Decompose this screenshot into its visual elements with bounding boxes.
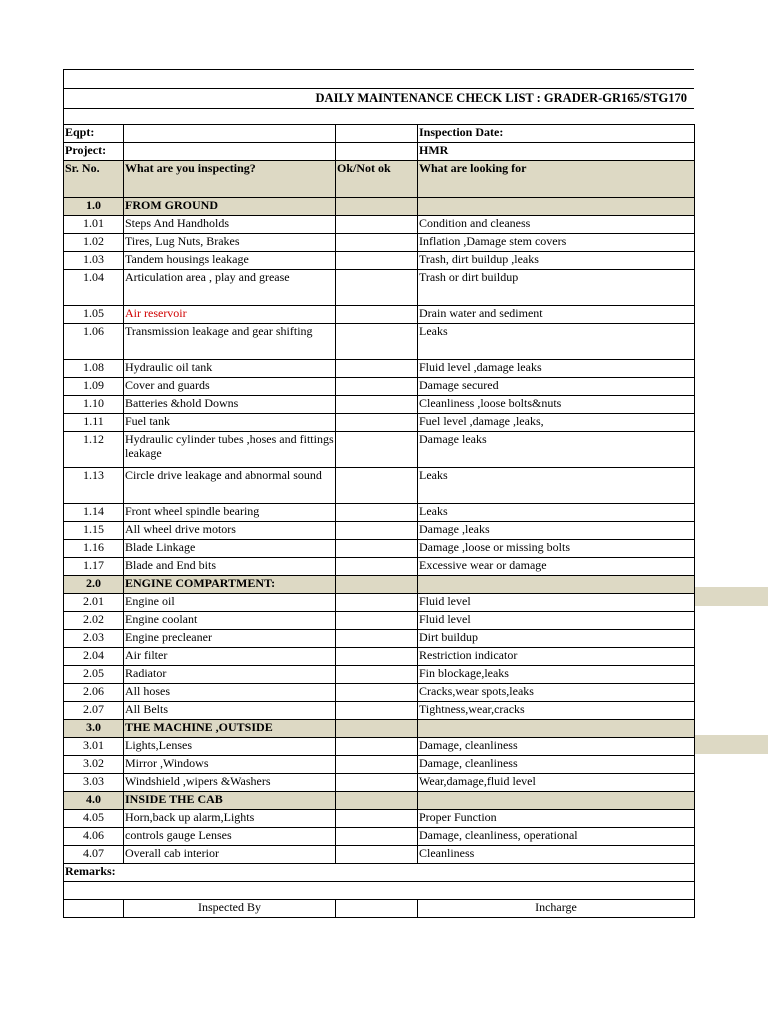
item-looking-for: Damage leaks: [418, 432, 695, 468]
ok-status-field[interactable]: [336, 306, 418, 324]
title-bottom-border: [63, 108, 694, 109]
item-inspecting: Mirror ,Windows: [124, 756, 336, 774]
ok-status-field[interactable]: [336, 630, 418, 648]
checklist-item: [64, 252, 695, 270]
item-looking-for: Damage ,loose or missing bolts: [418, 540, 695, 558]
ok-status-field[interactable]: [336, 378, 418, 396]
ok-status-field[interactable]: [336, 612, 418, 630]
checklist-item: [64, 414, 695, 432]
item-inspecting: Windshield ,wipers &Washers: [124, 774, 336, 792]
item-inspecting: Hydraulic oil tank: [124, 360, 336, 378]
signature-row: [64, 900, 695, 918]
ok-status-field[interactable]: [336, 648, 418, 666]
item-looking-for: Cracks,wear spots,leaks: [418, 684, 695, 702]
info-right: Inspection Date:: [418, 125, 695, 143]
item-number: 4.07: [64, 846, 124, 864]
item-looking-for: Leaks: [418, 468, 695, 504]
checklist-item: [64, 828, 695, 846]
section-blank: [336, 576, 418, 594]
section-row: [64, 720, 695, 738]
item-looking-for: Trash or dirt buildup: [418, 270, 695, 306]
item-inspecting: Radiator: [124, 666, 336, 684]
top-border: [63, 69, 694, 70]
item-inspecting: Engine oil: [124, 594, 336, 612]
checklist-item: [64, 540, 695, 558]
header-inspecting: What are you inspecting?: [124, 161, 336, 198]
item-looking-for: Fin blockage,leaks: [418, 666, 695, 684]
checklist-item: [64, 846, 695, 864]
checklist-item: [64, 396, 695, 414]
ok-status-field[interactable]: [336, 810, 418, 828]
checklist-item: [64, 612, 695, 630]
checklist-item: [64, 432, 695, 468]
checklist-item: [64, 360, 695, 378]
checklist-item: [64, 324, 695, 360]
header-sr-no: Sr. No.: [64, 161, 124, 198]
item-looking-for: Wear,damage,fluid level: [418, 774, 695, 792]
item-number: 2.07: [64, 702, 124, 720]
checklist-item: [64, 468, 695, 504]
ok-status-field[interactable]: [336, 360, 418, 378]
item-inspecting: Lights,Lenses: [124, 738, 336, 756]
section-title: INSIDE THE CAB: [124, 792, 336, 810]
item-number: 1.17: [64, 558, 124, 576]
item-looking-for: Excessive wear or damage: [418, 558, 695, 576]
checklist-item: [64, 756, 695, 774]
item-looking-for: Trash, dirt buildup ,leaks: [418, 252, 695, 270]
item-inspecting: Hydraulic cylinder tubes ,hoses and fittings leakage: [124, 432, 336, 468]
item-looking-for: Fluid level ,damage leaks: [418, 360, 695, 378]
header-row: [64, 161, 695, 198]
remarks-row: [64, 864, 695, 882]
signature-blank: [336, 900, 418, 918]
item-looking-for: Fuel level ,damage ,leaks,: [418, 414, 695, 432]
item-inspecting: Circle drive leakage and abnormal sound: [124, 468, 336, 504]
item-number: 2.04: [64, 648, 124, 666]
item-number: 1.08: [64, 360, 124, 378]
section-blank: [418, 720, 695, 738]
checklist-item: [64, 774, 695, 792]
section-number: 2.0: [64, 576, 124, 594]
item-inspecting: Cover and guards: [124, 378, 336, 396]
section-blank: [418, 198, 695, 216]
ok-status-field[interactable]: [336, 666, 418, 684]
section-blank: [336, 720, 418, 738]
item-looking-for: Cleanliness: [418, 846, 695, 864]
item-inspecting: Batteries &hold Downs: [124, 396, 336, 414]
item-number: 1.05: [64, 306, 124, 324]
item-inspecting: Blade and End bits: [124, 558, 336, 576]
item-inspecting: All hoses: [124, 684, 336, 702]
item-inspecting: All wheel drive motors: [124, 522, 336, 540]
item-number: 1.10: [64, 396, 124, 414]
item-number: 1.09: [64, 378, 124, 396]
section-number: 3.0: [64, 720, 124, 738]
item-inspecting: Overall cab interior: [124, 846, 336, 864]
section-blank: [418, 576, 695, 594]
checklist-item: [64, 234, 695, 252]
item-number: 1.03: [64, 252, 124, 270]
item-inspecting: Steps And Handholds: [124, 216, 336, 234]
item-looking-for: Fluid level: [418, 612, 695, 630]
section-row: [64, 792, 695, 810]
info-label: Eqpt:: [64, 125, 124, 143]
info-row: [64, 143, 695, 161]
section-row: [64, 576, 695, 594]
ok-status-field[interactable]: [336, 234, 418, 252]
item-number: 1.12: [64, 432, 124, 468]
section-title: THE MACHINE ,OUTSIDE: [124, 720, 336, 738]
section-number: 4.0: [64, 792, 124, 810]
ok-status-field[interactable]: [336, 594, 418, 612]
remarks-label: Remarks:: [64, 864, 695, 882]
item-number: 2.02: [64, 612, 124, 630]
item-number: 1.14: [64, 504, 124, 522]
checklist-item: [64, 558, 695, 576]
section-blank: [418, 792, 695, 810]
section-title: FROM GROUND: [124, 198, 336, 216]
item-number: 2.01: [64, 594, 124, 612]
item-looking-for: Tightness,wear,cracks: [418, 702, 695, 720]
checklist-item: [64, 270, 695, 306]
checklist-item: [64, 630, 695, 648]
item-looking-for: Condition and cleaness: [418, 216, 695, 234]
item-number: 3.02: [64, 756, 124, 774]
ok-status-field[interactable]: [336, 540, 418, 558]
item-looking-for: Restriction indicator: [418, 648, 695, 666]
section-title: ENGINE COMPARTMENT:: [124, 576, 336, 594]
info-value-field[interactable]: [124, 125, 336, 143]
item-inspecting: All Belts: [124, 702, 336, 720]
item-number: 1.06: [64, 324, 124, 360]
item-looking-for: Leaks: [418, 324, 695, 360]
ok-status-field[interactable]: [336, 270, 418, 306]
item-looking-for: Proper Function: [418, 810, 695, 828]
item-looking-for: Damage, cleanliness, operational: [418, 828, 695, 846]
item-inspecting: Blade Linkage: [124, 540, 336, 558]
info-blank: [336, 143, 418, 161]
item-looking-for: Dirt buildup: [418, 630, 695, 648]
ok-status-field[interactable]: [336, 702, 418, 720]
header-ok: Ok/Not ok: [336, 161, 418, 198]
item-looking-for: Fluid level: [418, 594, 695, 612]
item-inspecting: Tires, Lug Nuts, Brakes: [124, 234, 336, 252]
signature-blank: [64, 900, 124, 918]
checklist-item: [64, 684, 695, 702]
ok-status-field[interactable]: [336, 396, 418, 414]
inspected-by-label: Inspected By: [124, 900, 336, 918]
checklist-item: [64, 648, 695, 666]
checklist-item: [64, 666, 695, 684]
item-number: 4.06: [64, 828, 124, 846]
section-band-3: [694, 735, 768, 754]
item-looking-for: Drain water and sediment: [418, 306, 695, 324]
section-blank: [336, 792, 418, 810]
item-inspecting: Engine precleaner: [124, 630, 336, 648]
ok-status-field[interactable]: [336, 324, 418, 360]
item-number: 1.13: [64, 468, 124, 504]
checklist-item: [64, 216, 695, 234]
incharge-label: Incharge: [418, 900, 695, 918]
ok-status-field[interactable]: [336, 504, 418, 522]
item-number: 2.06: [64, 684, 124, 702]
ok-status-field[interactable]: [336, 828, 418, 846]
item-number: 3.03: [64, 774, 124, 792]
item-inspecting: controls gauge Lenses: [124, 828, 336, 846]
section-row: [64, 198, 695, 216]
item-number: 1.16: [64, 540, 124, 558]
ok-status-field[interactable]: [336, 252, 418, 270]
info-label: Project:: [64, 143, 124, 161]
item-inspecting: Front wheel spindle bearing: [124, 504, 336, 522]
item-inspecting: Tandem housings leakage: [124, 252, 336, 270]
checklist-item: [64, 738, 695, 756]
item-inspecting: Engine coolant: [124, 612, 336, 630]
ok-status-field[interactable]: [336, 846, 418, 864]
item-number: 1.02: [64, 234, 124, 252]
item-number: 1.04: [64, 270, 124, 306]
page-title: DAILY MAINTENANCE CHECK LIST : GRADER-GR165/STG170: [315, 91, 687, 105]
ok-status-field[interactable]: [336, 738, 418, 756]
checklist-item: [64, 594, 695, 612]
item-looking-for: Inflation ,Damage stem covers: [418, 234, 695, 252]
item-inspecting: Horn,back up alarm,Lights: [124, 810, 336, 828]
item-number: 1.15: [64, 522, 124, 540]
item-inspecting: Fuel tank: [124, 414, 336, 432]
header-looking-for: What are looking for: [418, 161, 695, 198]
ok-status-field[interactable]: [336, 684, 418, 702]
ok-status-field[interactable]: [336, 216, 418, 234]
item-number: 1.11: [64, 414, 124, 432]
item-looking-for: Damage secured: [418, 378, 695, 396]
ok-status-field[interactable]: [336, 756, 418, 774]
checklist-item: [64, 810, 695, 828]
checklist-item: [64, 306, 695, 324]
item-number: 2.03: [64, 630, 124, 648]
ok-status-field[interactable]: [336, 774, 418, 792]
item-looking-for: Damage, cleanliness: [418, 738, 695, 756]
ok-status-field[interactable]: [336, 522, 418, 540]
section-blank: [336, 198, 418, 216]
ok-status-field[interactable]: [336, 558, 418, 576]
item-looking-for: Cleanliness ,loose bolts&nuts: [418, 396, 695, 414]
item-inspecting: Air filter: [124, 648, 336, 666]
remarks-field[interactable]: [64, 882, 695, 900]
info-right: HMR: [418, 143, 695, 161]
item-number: 1.01: [64, 216, 124, 234]
remarks-blank-row: [64, 882, 695, 900]
item-inspecting: Transmission leakage and gear shifting: [124, 324, 336, 360]
ok-status-field[interactable]: [336, 414, 418, 432]
info-value-field[interactable]: [124, 143, 336, 161]
checklist-item: [64, 504, 695, 522]
ok-status-field[interactable]: [336, 468, 418, 504]
item-number: 2.05: [64, 666, 124, 684]
item-number: 4.05: [64, 810, 124, 828]
checklist-table: [63, 124, 695, 918]
item-looking-for: Leaks: [418, 504, 695, 522]
item-number: 3.01: [64, 738, 124, 756]
checklist-item: [64, 522, 695, 540]
section-band-2: [694, 587, 768, 606]
item-looking-for: Damage ,leaks: [418, 522, 695, 540]
section-number: 1.0: [64, 198, 124, 216]
info-row: [64, 125, 695, 143]
checklist-item: [64, 378, 695, 396]
item-inspecting: Articulation area , play and grease: [124, 270, 336, 306]
ok-status-field[interactable]: [336, 432, 418, 468]
info-blank: [336, 125, 418, 143]
checklist-item: [64, 702, 695, 720]
item-inspecting: Air reservoir: [124, 306, 336, 324]
item-looking-for: Damage, cleanliness: [418, 756, 695, 774]
